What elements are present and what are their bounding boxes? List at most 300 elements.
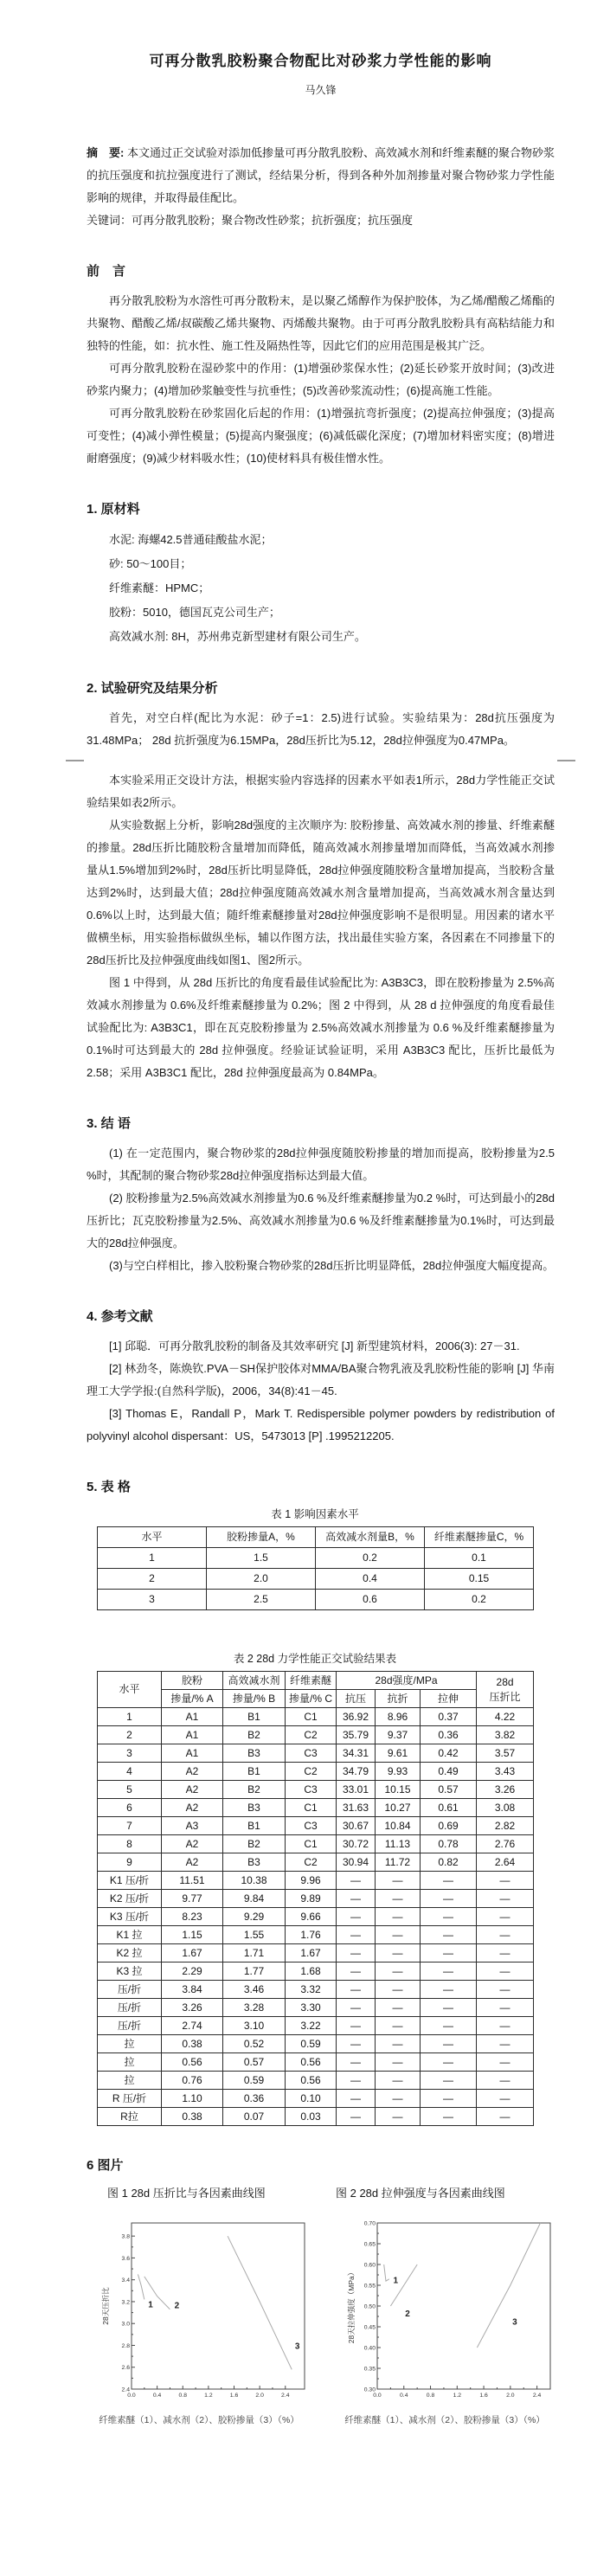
table-row	[98, 1799, 534, 1817]
material-item: 高效减水剂: 8H，苏州弗克新型建材有限公司生产。	[109, 630, 366, 643]
table-cell: 11.13	[376, 1835, 421, 1853]
table-cell: 10.15	[376, 1781, 421, 1799]
table-cell: 1.55	[223, 1926, 286, 1944]
table-cell: —	[337, 1890, 376, 1908]
table-cell: 10.38	[223, 1872, 286, 1890]
experiment-paragraph: 首先，对空白样(配比为水泥：砂子=1：2.5)进行试验。实验结果为：28d抗压强度为31.48MPa； 28d 抗折强度为6.15MPa，28d压折比为5.12，28d拉伸强度为0.47MPa。	[87, 711, 555, 747]
series-label-1: 1	[148, 2300, 153, 2310]
table-cell: 3.28	[223, 1999, 286, 2017]
table-cell: —	[337, 2053, 376, 2072]
table-cell: 2.82	[477, 1817, 534, 1835]
material-item: 胶粉：5010，德国瓦克公司生产；	[109, 606, 280, 619]
table1-caption: 表 1 影响因素水平	[271, 1508, 359, 1520]
table-cell: 0.6	[316, 1590, 425, 1610]
table-cell: C2	[286, 1763, 337, 1781]
table-cell: —	[477, 2090, 534, 2108]
table-cell: —	[477, 1908, 534, 1926]
table-row	[98, 1708, 534, 1726]
table-cell: —	[337, 2072, 376, 2090]
intro-paragraph: 可再分散乳胶粉在湿砂浆中的作用：(1)增强砂浆保水性；(2)延长砂浆开放时间；(3)改进砂浆内聚力；(4)增加砂浆触变性与抗垂性；(5)改善砂浆流动性；(6)提高施工性能。	[87, 362, 555, 397]
table-cell: 5	[98, 1781, 162, 1799]
table-cell: —	[337, 2090, 376, 2108]
table-cell: 9.29	[223, 1908, 286, 1926]
table-row	[98, 1872, 534, 1890]
figure2-xaxis-label: 纤维素醚（1）、减水剂（2）、胶粉掺量（3）（%）	[344, 2415, 545, 2425]
table-cell: —	[376, 1999, 421, 2017]
table-cell: 9.96	[286, 1872, 337, 1890]
table-cell: 0.15	[425, 1569, 534, 1590]
table-cell: 3.32	[286, 1981, 337, 1999]
table-cell: A1	[162, 1744, 223, 1763]
table-cell: 0.38	[162, 2108, 223, 2126]
table-cell: 0.49	[421, 1763, 477, 1781]
table-cell: R 压/折	[98, 2090, 162, 2108]
conclusion-item: (2) 胶粉掺量为2.5%高效减水剂掺量为0.6 %及纤维素醚掺量为0.2 %时，可达到最小的28d压折比；瓦克胶粉掺量为2.5%、高效减水剂掺量为0.6 %及纤维素醚掺量为0.1%时，可达到最大的28d拉伸强度。	[87, 1192, 555, 1249]
y-tick-label: 0.35	[363, 2366, 376, 2373]
table-cell: A2	[162, 1835, 223, 1853]
series-line-3	[228, 2236, 292, 2369]
table-row	[98, 1908, 534, 1926]
figure1-xaxis-label: 纤维素醚（1）、减水剂（2）、胶粉掺量（3）（%）	[99, 2415, 299, 2425]
table-cell: —	[421, 2108, 477, 2126]
table-cell: 0.78	[421, 1835, 477, 1853]
x-tick-label: 0.4	[400, 2393, 408, 2399]
table-row	[98, 1890, 534, 1908]
table-cell: C1	[286, 1799, 337, 1817]
table-cell: —	[337, 1872, 376, 1890]
table-cell: 7	[98, 1817, 162, 1835]
y-tick-label: 0.60	[363, 2262, 376, 2269]
table-cell: —	[477, 1872, 534, 1890]
table-cell: —	[376, 1963, 421, 1981]
table-cell: 9.66	[286, 1908, 337, 1926]
table-cell: 0.56	[162, 2053, 223, 2072]
table-cell: A2	[162, 1853, 223, 1872]
section-heading-intro: 前 言	[87, 264, 126, 279]
table-header-cell	[477, 1672, 534, 1708]
table-cell: —	[337, 2108, 376, 2126]
table-cell: —	[421, 1981, 477, 1999]
table-cell: A2	[162, 1763, 223, 1781]
table-cell: —	[421, 2090, 477, 2108]
doc-title: 可再分散乳胶粉聚合物配比对砂浆力学性能的影响	[149, 53, 492, 69]
table-cell: 2.0	[207, 1569, 316, 1590]
figures-row	[87, 2184, 555, 2426]
table-cell: —	[337, 1999, 376, 2017]
table-cell: —	[477, 1963, 534, 1981]
table-cell: 2	[98, 1726, 162, 1744]
y-tick-label: 0.50	[363, 2303, 376, 2310]
y-tick-label: 0.55	[363, 2283, 376, 2290]
series-line-3	[477, 2223, 540, 2348]
table-cell: K3 压/折	[98, 1908, 162, 1926]
table-cell: 11.51	[162, 1872, 223, 1890]
table-cell: 0.42	[421, 1744, 477, 1763]
table-header-cell: 高效减水剂量B，%	[316, 1527, 425, 1548]
table-cell: 36.92	[337, 1708, 376, 1726]
table-cell: —	[421, 2072, 477, 2090]
table-cell: 33.01	[337, 1781, 376, 1799]
figure-1	[87, 2184, 311, 2426]
experiment-paragraph: 从实验数据上分析，影响28d强度的主次顺序为: 胶粉掺量、高效减水剂的掺量、纤维素醚的掺量。28d压折比随胶粉含量增加而降低，随高效减水剂掺量增加而降低，当高效减水剂掺量从1.5%增加到2%时，28d压折比明显降低，28d拉伸强度随胶粉含量增加提高，当胶粉含量达到2%时，达到最大值；28d拉伸强度随高效减水剂含量增加提高，当高效减水剂含量达到0.6%以上时，达到最大值；随纤维素醚掺量对28d拉伸强度影响不是很明显。用因素的诸水平做横坐标，用实验指标做纵坐标，辅以作图方法，找出最佳实验方案，各因素在不同掺量下的28d压折比及拉伸强度曲线如图1、图2所示。	[87, 819, 555, 967]
x-tick-label: 1.2	[453, 2393, 462, 2399]
series-label-3: 3	[294, 2342, 300, 2352]
table-cell: —	[376, 2090, 421, 2108]
table-row	[98, 1963, 534, 1981]
table-cell: —	[477, 2053, 534, 2072]
table-cell: —	[421, 1872, 477, 1890]
table-cell: 11.72	[376, 1853, 421, 1872]
table-cell: K1 压/折	[98, 1872, 162, 1890]
x-tick-label: 2.4	[532, 2393, 542, 2399]
table-cell: 0.57	[421, 1781, 477, 1799]
table-cell: 0.56	[286, 2072, 337, 2090]
table-cell: —	[477, 1944, 534, 1963]
table-cell: 1	[98, 1548, 207, 1569]
table-row	[98, 1944, 534, 1963]
series-line-1	[384, 2264, 389, 2281]
section-heading-materials: 1. 原材料	[87, 502, 140, 517]
table-cell: —	[337, 1926, 376, 1944]
table-cell: 6	[98, 1799, 162, 1817]
table-cell: K2 压/折	[98, 1890, 162, 1908]
table-cell: C2	[286, 1726, 337, 1744]
table-cell: 0.2	[425, 1590, 534, 1610]
table-cell: 3.30	[286, 1999, 337, 2017]
table-row	[98, 1926, 534, 1944]
table-cell: 1.5	[207, 1548, 316, 1569]
table-cell: —	[477, 2072, 534, 2090]
table-row	[98, 2090, 534, 2108]
table-cell: 0.57	[223, 2053, 286, 2072]
y-tick-label: 0.40	[363, 2345, 376, 2352]
table-cell: 1.77	[223, 1963, 286, 1981]
table-row	[98, 1726, 534, 1744]
table-cell: 0.1	[425, 1548, 534, 1569]
table-cell: 1.67	[162, 1944, 223, 1963]
table-cell: 压/折	[98, 1981, 162, 1999]
table-cell: 2.74	[162, 2017, 223, 2035]
table-cell: —	[376, 1890, 421, 1908]
y-tick-label: 2.4	[121, 2386, 130, 2393]
y-tick-label: 3.4	[121, 2277, 130, 2284]
table-cell: B3	[223, 1853, 286, 1872]
section-heading-conclusion: 3. 结 语	[87, 1116, 131, 1131]
reference-item: [3] Thomas E，Randall P，Mark T. Redispersible polymer powders by redistribution of polyvinyl alcohol dispersant：US，5473013 [P] .1995212205.	[87, 1407, 555, 1442]
table-cell: 3.43	[477, 1763, 534, 1781]
x-tick-label: 2.0	[255, 2393, 264, 2399]
table-cell: 1	[98, 1708, 162, 1726]
reference-item: [1] 邱聪．可再分散乳胶粉的制备及其效率研究 [J] 新型建筑材料，2006(3): 27－31.	[109, 1339, 520, 1352]
table-row	[98, 2108, 534, 2126]
table-cell: 3.08	[477, 1799, 534, 1817]
table-cell: C3	[286, 1744, 337, 1763]
table-cell: 30.67	[337, 1817, 376, 1835]
table-cell: —	[421, 1944, 477, 1963]
section-heading-figures: 6 图片	[87, 2158, 124, 2173]
table-cell: 3.84	[162, 1981, 223, 1999]
table-cell: —	[376, 1944, 421, 1963]
table-row	[98, 1981, 534, 1999]
table-cell: 拉	[98, 2072, 162, 2090]
section-heading-tables: 5. 表 格	[87, 1480, 131, 1494]
table-cell: —	[376, 1981, 421, 1999]
table-cell: 3.57	[477, 1744, 534, 1763]
table-header-cell: 抗压	[337, 1690, 376, 1708]
table-cell: 0.2	[316, 1548, 425, 1569]
table-cell: —	[376, 1908, 421, 1926]
table-cell: —	[477, 1890, 534, 1908]
table-cell: —	[477, 2108, 534, 2126]
table-cell: 4	[98, 1763, 162, 1781]
table-header-cell: 抗折	[376, 1690, 421, 1708]
y-tick-label: 0.30	[363, 2386, 376, 2393]
table-row	[98, 2017, 534, 2035]
table-cell: —	[421, 1926, 477, 1944]
table-cell: 1.76	[286, 1926, 337, 1944]
table-row	[98, 1548, 534, 1569]
table-cell: 2.5	[207, 1590, 316, 1610]
table-cell: K1 拉	[98, 1926, 162, 1944]
table-cell: 10.27	[376, 1799, 421, 1817]
y-tick-label: 3.8	[121, 2233, 130, 2240]
table-cell: 0.76	[162, 2072, 223, 2090]
abstract-paragraph	[87, 142, 555, 209]
table-cell: —	[477, 2035, 534, 2053]
table-cell: —	[337, 1944, 376, 1963]
table-cell: 30.94	[337, 1853, 376, 1872]
table-cell: 1.10	[162, 2090, 223, 2108]
x-tick-label: 0.4	[152, 2393, 162, 2399]
table-cell: 8.23	[162, 1908, 223, 1926]
table-header-cell: 水平	[98, 1672, 162, 1708]
table-cell: 9.89	[286, 1890, 337, 1908]
table-cell: 4.22	[477, 1708, 534, 1726]
plot-border	[377, 2223, 550, 2389]
table-header-cell: 胶粉	[162, 1672, 223, 1690]
table-cell: —	[421, 2017, 477, 2035]
intro-paragraph: 可再分散乳胶粉在砂浆固化后起的作用：(1)增强抗弯折强度；(2)提高拉伸强度；(3)提高可变性；(4)减小弹性模量；(5)提高内聚强度；(6)减低碳化深度；(7)增加材料密实度；(8)增进耐磨强度；(9)减少材料吸水性；(10)使材料具有极佳憎水性。	[87, 407, 555, 465]
x-tick-label: 0.8	[426, 2393, 435, 2399]
table-cell: 2.64	[477, 1853, 534, 1872]
table-cell: 34.79	[337, 1763, 376, 1781]
table-cell: —	[376, 2035, 421, 2053]
table-header-cell: 掺量/% B	[223, 1690, 286, 1708]
abstract-text: 本文通过正交试验对添加低掺量可再分散乳胶粉、高效减水剂和纤维素醚的聚合物砂浆的抗压强度和抗拉强度进行了测试，经结果分析，得到各种外加剂掺量对聚合物砂浆力学性能影响的规律，并取得最佳配比。	[87, 146, 555, 204]
conclusion-item: (1) 在一定范围内，聚合物砂浆的28d拉伸强度随胶粉掺量的增加而提高，胶粉掺量为2.5 %时，其配制的聚合物砂浆28d拉伸强度指标达到最大值。	[87, 1147, 555, 1182]
plot-border	[132, 2223, 305, 2389]
table-cell: —	[337, 1908, 376, 1926]
x-tick-label: 0.0	[127, 2393, 136, 2399]
table-row	[98, 1763, 534, 1781]
table-cell: —	[477, 1981, 534, 1999]
table-row	[98, 1835, 534, 1853]
orthogonal-results-table	[97, 1671, 534, 2126]
y-tick-label: 0.45	[363, 2324, 376, 2331]
table-cell: 9.61	[376, 1744, 421, 1763]
table-cell: K3 拉	[98, 1963, 162, 1981]
table-cell: A2	[162, 1799, 223, 1817]
table-cell: —	[421, 2035, 477, 2053]
figure-2	[332, 2184, 557, 2426]
table-cell: 2	[98, 1569, 207, 1590]
table-row	[98, 2035, 534, 2053]
x-tick-label: 1.6	[229, 2393, 239, 2399]
table-cell: 8	[98, 1835, 162, 1853]
table-cell: 3.26	[162, 1999, 223, 2017]
table-header-row	[98, 1690, 534, 1708]
table-cell: R拉	[98, 2108, 162, 2126]
series-line-1	[138, 2274, 144, 2299]
y-tick-label: 3.2	[121, 2299, 130, 2306]
table-header-row	[98, 1672, 534, 1690]
table-cell: 1.71	[223, 1944, 286, 1963]
table-header-row	[98, 1527, 534, 1548]
table-cell: 0.52	[223, 2035, 286, 2053]
table-cell: —	[477, 1999, 534, 2017]
table-cell: —	[376, 2053, 421, 2072]
table-row	[98, 1817, 534, 1835]
table-cell: B3	[223, 1799, 286, 1817]
page-break-dash	[557, 760, 575, 761]
table-cell: 10.84	[376, 1817, 421, 1835]
table-cell: B1	[223, 1817, 286, 1835]
table-cell: 3.46	[223, 1981, 286, 1999]
table-row	[98, 1853, 534, 1872]
table-cell: A2	[162, 1781, 223, 1799]
section-heading-references: 4. 参考文献	[87, 1309, 153, 1324]
table-cell: B2	[223, 1781, 286, 1799]
series-label-1: 1	[393, 2276, 399, 2286]
x-tick-label: 0.8	[178, 2393, 187, 2399]
table-cell: 3.82	[477, 1726, 534, 1744]
table-header-cell-line: 28d	[496, 1675, 514, 1688]
table-cell: C1	[286, 1835, 337, 1853]
table-cell: B1	[223, 1763, 286, 1781]
table-header-cell: 掺量/% C	[286, 1690, 337, 1708]
y-tick-label: 3.6	[121, 2255, 130, 2262]
series-label-2: 2	[174, 2301, 180, 2311]
table-row	[98, 1999, 534, 2017]
table-cell: 压/折	[98, 2017, 162, 2035]
table-cell: B2	[223, 1726, 286, 1744]
table-header-cell: 纤维素醚	[286, 1672, 337, 1690]
table-cell: 压/折	[98, 1999, 162, 2017]
figure2-caption: 图 2 28d 拉伸强度与各因素曲线图	[336, 2187, 505, 2200]
table-cell: 3	[98, 1590, 207, 1610]
y-tick-label: 0.70	[363, 2220, 376, 2227]
section-heading-experiment: 2. 试验研究及结果分析	[87, 681, 218, 696]
x-tick-label: 2.0	[506, 2393, 515, 2399]
table-cell: 0.37	[421, 1708, 477, 1726]
material-item: 纤维素醚：HPMC；	[109, 581, 210, 594]
table-cell: 0.03	[286, 2108, 337, 2126]
table-cell: 拉	[98, 2053, 162, 2072]
table-cell: 0.56	[286, 2053, 337, 2072]
y-tick-label: 2.8	[121, 2342, 130, 2349]
table-cell: —	[376, 2108, 421, 2126]
y-axis-label: 28天压折比	[101, 2287, 110, 2325]
table-cell: 9.93	[376, 1763, 421, 1781]
table-cell: 3.22	[286, 2017, 337, 2035]
page-break-dash	[66, 760, 84, 761]
table-cell: K2 拉	[98, 1944, 162, 1963]
experiment-paragraph: 图 1 中得到，从 28d 压折比的角度看最佳试验配比为: A3B3C3，即在胶粉掺量为 2.5%高效减水剂掺量为 0.6%及纤维素醚掺量为 0.2%；图 2 中得到，从 28 d 拉伸强度的角度看最佳试验配比为: A3B3C1，即在瓦克胶粉掺量为 2.5%高效减水剂掺量为 0.6 %及纤维素醚掺量为 0.1%时可达到最大的 28d 拉伸强度。经验证试验证明，采用 A3B3C3 配比，压折比最低为 2.58；采用 A3B3C1 配比，28d 拉伸强度最高为 0.84MPa。	[87, 976, 555, 1079]
table-cell: 0.59	[223, 2072, 286, 2090]
table-cell: 0.82	[421, 1853, 477, 1872]
table-cell: 9.77	[162, 1890, 223, 1908]
table-row	[98, 1744, 534, 1763]
table-cell: 0.38	[162, 2035, 223, 2053]
table-cell: —	[337, 2035, 376, 2053]
table-cell: 31.63	[337, 1799, 376, 1817]
table-header-cell: 高效减水剂	[223, 1672, 286, 1690]
y-axis-label: 28天拉伸强度（MPa）	[347, 2268, 356, 2344]
x-tick-label: 2.4	[281, 2393, 290, 2399]
x-tick-label: 1.2	[204, 2393, 213, 2399]
material-item: 水泥: 海螺42.5普通硅酸盐水泥；	[109, 533, 273, 546]
figure1-caption: 图 1 28d 压折比与各因素曲线图	[107, 2187, 266, 2200]
reference-item: [2] 林劲冬，陈焕钦.PVA－SH保护胶体对MMA/BA聚合物乳液及乳胶粉性能的影响 [J] 华南理工大学学报:(自然科学版)，2006，34(8):41－45.	[87, 1362, 555, 1397]
y-tick-label: 2.6	[121, 2365, 130, 2372]
table-header-cell: 掺量/% A	[162, 1690, 223, 1708]
table-cell: —	[421, 1963, 477, 1981]
table-header-cell: 胶粉掺量A，%	[207, 1527, 316, 1548]
series-label-2: 2	[405, 2309, 410, 2319]
table-cell: —	[376, 1926, 421, 1944]
table-cell: C3	[286, 1781, 337, 1799]
table-cell: 0.69	[421, 1817, 477, 1835]
table-cell: 1.68	[286, 1963, 337, 1981]
table-cell: —	[421, 2053, 477, 2072]
table-cell: B3	[223, 1744, 286, 1763]
table-header-cell-line: 压折比	[489, 1690, 521, 1703]
table-cell: 2.29	[162, 1963, 223, 1981]
table-row	[98, 1590, 534, 1610]
table-row	[98, 2072, 534, 2090]
table-cell: —	[421, 1890, 477, 1908]
figure1-chart	[100, 2214, 311, 2412]
page-break-marker	[66, 757, 575, 764]
table-cell: B2	[223, 1835, 286, 1853]
conclusion-item: (3)与空白样相比，掺入胶粉聚合物砂浆的28d压折比明显降低，28d拉伸强度大幅度提高。	[109, 1259, 555, 1272]
table-cell: —	[337, 1981, 376, 1999]
table-cell: A1	[162, 1708, 223, 1726]
material-item: 砂: 50～100目；	[109, 557, 192, 570]
table-cell: B1	[223, 1708, 286, 1726]
table-cell: 9	[98, 1853, 162, 1872]
table-cell: 0.36	[421, 1726, 477, 1744]
table-cell: —	[477, 1926, 534, 1944]
table-cell: 1.15	[162, 1926, 223, 1944]
table-cell: A3	[162, 1817, 223, 1835]
table-cell: 0.07	[223, 2108, 286, 2126]
table-header-cell: 纤维素醚掺量C，%	[425, 1527, 534, 1548]
table-cell: 0.10	[286, 2090, 337, 2108]
y-tick-label: 0.65	[363, 2241, 376, 2248]
table-cell: C1	[286, 1708, 337, 1726]
table-cell: 3.10	[223, 2017, 286, 2035]
table-row	[98, 1569, 534, 1590]
table-cell: C3	[286, 1817, 337, 1835]
table-cell: 9.37	[376, 1726, 421, 1744]
table-cell: 8.96	[376, 1708, 421, 1726]
table-row	[98, 1781, 534, 1799]
table-cell: —	[337, 1963, 376, 1981]
abstract-label: 摘 要:	[87, 146, 125, 159]
table-cell: —	[337, 2017, 376, 2035]
table-cell: —	[376, 2072, 421, 2090]
